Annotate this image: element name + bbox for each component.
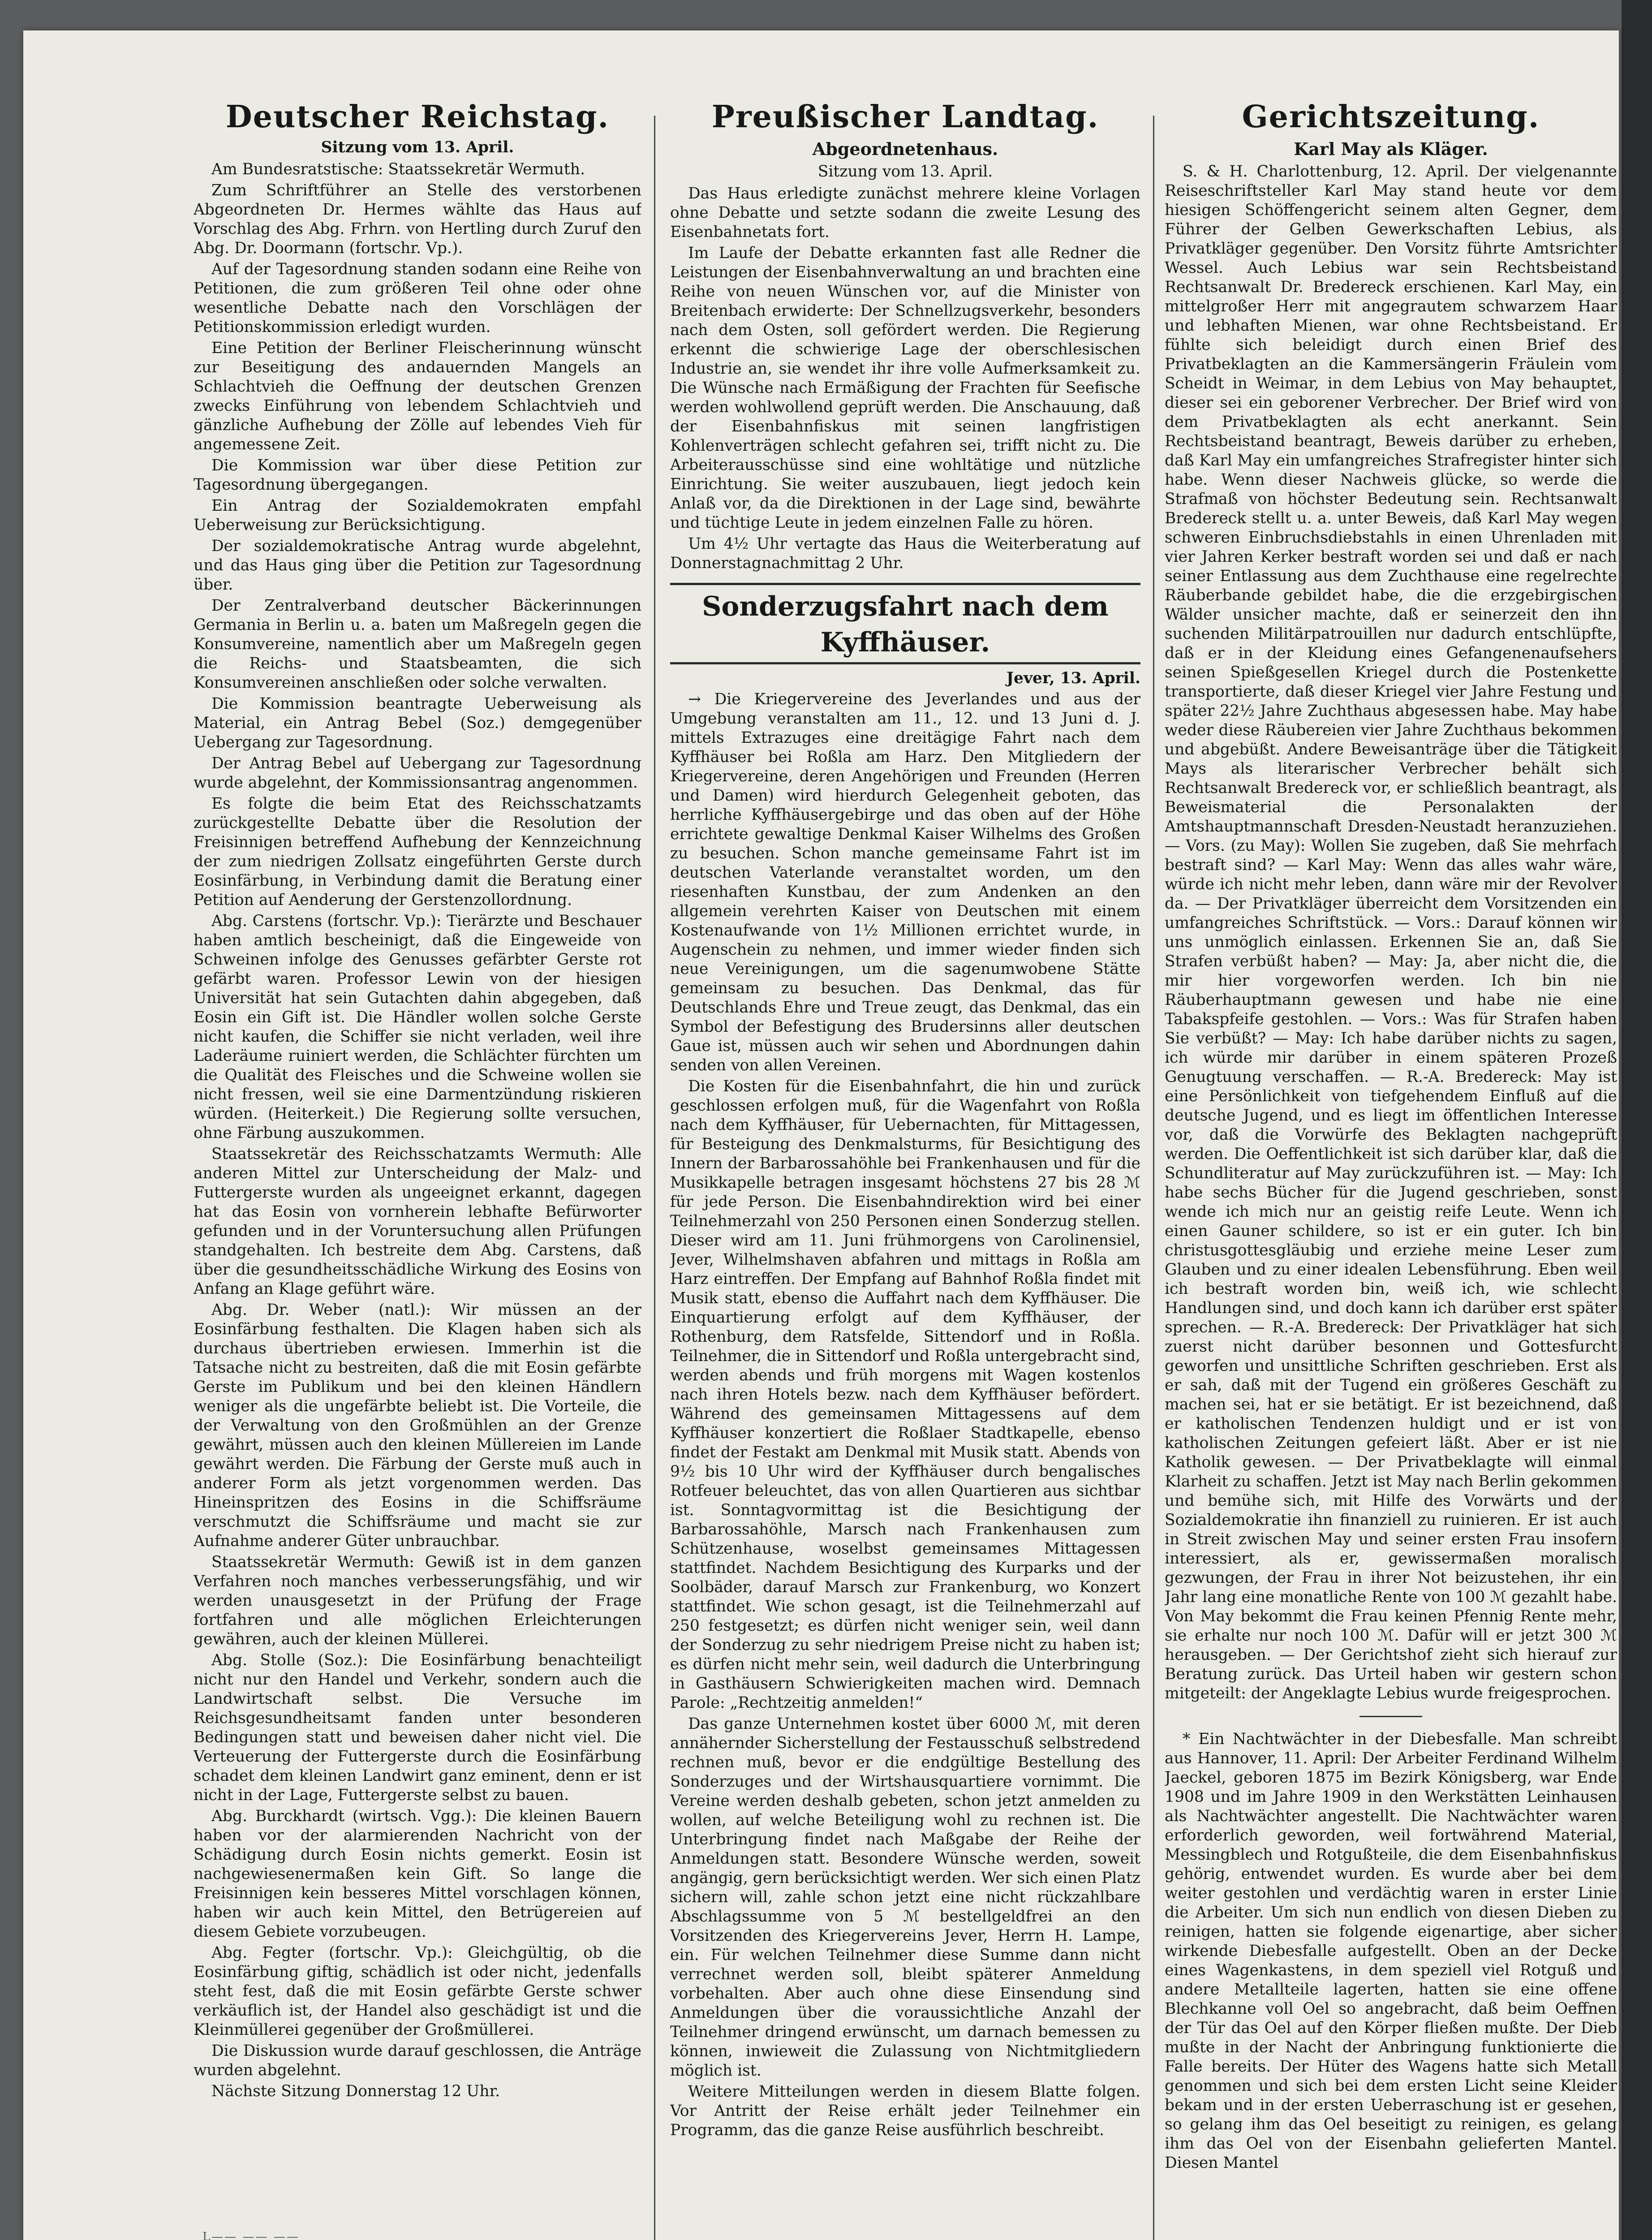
paragraph: Abg. Dr. Weber (natl.): Wir müssen an der Eosinfärbung festhalten. Die Klagen haben sich als durchaus übertrieben erwiesen. Immerhin ist die Tatsache nicht zu bestreiten, daß die mit Eosin gefärbte Gerste im Publikum und bei den kleinen Händlern weniger als die ungefärbte beliebt ist. Die Vorteile, die der Verwaltung von den Großmühlen an der Grenze gewährt, müssen auch den kleinen Müllereien im Lande gewährt werden. Die Färbung der Gerste muß auch in anderer Form als jetzt vorgenommen werden. Das Hineinspritzen des Eosins in die Schiffsräume verschmutzt die Schiffsräume und macht sie zur Aufnahme anderer Güter unbrauchbar. (194, 1301, 641, 1550)
paragraph: Zum Schriftführer an Stelle des verstorbenen Abgeordneten Dr. Hermes wählte das Haus auf Vorschlag des Abg. Frhrn. von Hertling durch Zuruf den Abg. Dr. Doormann (fortschr. Vp.). (194, 181, 641, 257)
paragraph: Weitere Mitteilungen werden in diesem Blatte folgen. Vor Antritt der Reise erhält jeder Teilnehmer ein Programm, das die ganze Reise ausführlich beschreibt. (670, 2083, 1140, 2139)
section-title: Deutscher Reichstag. (225, 99, 610, 135)
dateline: Jever, 13. April. (1006, 669, 1140, 687)
paragraph: Abg. Fegter (fortschr. Vp.): Gleichgültig, ob die Eosinfärbung giftig, schädlich ist oder nicht, jedenfalls steht fest, daß die mit Eosin gefärbte Gerste schwer verkäuflich ist, der Handel also geschädigt ist und die Kleinmüllerei gegenüber der Großmüllerei. (194, 1944, 641, 2039)
section-title: Gerichtszeitung. (1242, 99, 1540, 135)
scan-edge (1622, 0, 1652, 2240)
session-date: Sitzung vom 13. April. (817, 163, 993, 181)
column-landtag (670, 98, 1140, 2240)
paragraph: Abg. Carstens (fortschr. Vp.): Tierärzte und Beschauer haben amtlich bescheinigt, daß die Eingeweide von Schweinen infolge des Genusses gefärbter Gerste rot gefärbt waren. Professor Lewin von der hiesigen Universität hat sein Gutachten dahin abgegeben, daß Eosin ein Gift ist. Die Händler wollen solche Gerste nicht kaufen, die Schiffer sie nicht verladen, weil ihre Laderäume ruiniert werden, die Schlächter fürchten um die Qualität des Fleisches und die Schweine wollen sie nicht fressen, weil sie eine Darmentzündung riskieren würden. (Heiterkeit.) Die Regierung sollte versuchen, ohne Färbung auszukommen. (194, 912, 641, 1142)
paragraph: Ein Antrag der Sozialdemokraten empfahl Ueberweisung zur Berücksichtigung. (194, 497, 641, 534)
paragraph: Abg. Stolle (Soz.): Die Eosinfärbung benachteiligt nicht nur den Handel und Verkehr, sondern auch die Landwirtschaft selbst. Die Versuche im Reichsgesundheitsamt fanden unter besonderen Bedingungen statt und beweisen daher nicht viel. Die Verteuerung der Futtergerste durch die Eosinfärbung schadet dem kleinen Landwirt ganz eminent, denn er ist nicht in der Lage, Futtergerste selbst zu bauen. (194, 1651, 641, 1804)
boxed-headline (670, 583, 1140, 664)
paragraph: Der sozialdemokratische Antrag wurde abgelehnt, und das Haus ging über die Petition zur Tagesordnung über. (194, 537, 641, 594)
paragraph: Es folgte die beim Etat des Reichsschatzamts zurückgestellte Debatte über die Resolution der Freisinnigen betreffend Aufhebung der Kennzeichnung der zum niedrigen Zollsatz eingeführten Gerste durch Eosinfärbung, in Verbindung damit die Beratung einer Petition auf Aenderung der Gerstenzollordnung. (194, 795, 641, 909)
margin-mark: L—— —— —— (202, 2230, 300, 2240)
section-title: Preußischer Landtag. (711, 99, 1099, 135)
paragraph: Die Kommission beantragte Ueberweisung als Material, ein Antrag Bebel (Soz.) demgegenüber Uebergang zur Tagesordnung. (194, 695, 641, 751)
article-body (194, 160, 641, 2101)
article-body (670, 184, 1140, 573)
paragraph: Abg. Burckhardt (wirtsch. Vgg.): Die kleinen Bauern haben vor der alarmierenden Nachricht von der Schädigung durch Eosin nichts gemerkt. Eosin ist nachgewiesenermaßen kein Gift. So lange die Freisinnigen kein besseres Mittel vorschlagen können, haben wir auch kein Mittel, den Betrügereien auf diesem Gebiete vorzubeugen. (194, 1807, 641, 1941)
paragraph: → Die Kriegervereine des Jeverlandes und aus der Umgebung veranstalten am 11., 12. und 13 Juni d. J. mittels Extrazuges eine dreitägige Fahrt nach dem Kyffhäuser bei Roßla am Harz. Den Mitgliedern der Kriegervereine, deren Angehörigen und Freunden (Herren und Damen) wird hierdurch Gelegenheit geboten, das herrliche Kyffhäusergebirge und das oben auf der Höhe errichtete gewaltige Denkmal Kaiser Wilhelms des Großen zu besuchen. Schon manche gemeinsame Fahrt ist im deutschen Vaterlande veranstaltet worden, um den riesenhaften Kunstbau, der zum Andenken an den allgemein verehrten Kaiser von Deutschen mit einem Kostenaufwande von 1½ Millionen errichtet wurde, in Augenschein zu nehmen, und immer wieder finden sich neue Vereinigungen, um die sagenumwobene Stätte gemeinsam zu besuchen. Das Denkmal, das für Deutschlands Ehre und Treue zeugt, das Denkmal, das ein Symbol der Befestigung des Brudersinns aller deutschen Gaue ist, müssen auch wir sehen und Abordnungen dahin senden von allen Vereinen. (670, 690, 1140, 1074)
paragraph: Der Antrag Bebel auf Uebergang zur Tagesordnung wurde abgelehnt, der Kommissionsantrag angenommen. (194, 754, 641, 792)
paragraph: Das ganze Unternehmen kostet über 6000 ℳ, mit deren annähernder Sicherstellung der Festausschuß selbstredend rechnen muß, bevor er die endgültige Bestellung des Sonderzuges und der Wirtshausquartiere vornimmt. Die Vereine werden deshalb gebeten, schon jetzt anmelden zu wollen, auf welche Beteiligung wohl zu rechnen ist. Die Unterbringung findet nach Maßgabe der Reihe der Anmeldungen statt. Besondere Wünsche werden, soweit angängig, gern berücksichtigt werden. Wer sich einen Platz sichern will, zahle schon jetzt eine nicht rückzahlbare Abschlagssumme von 5 ℳ bestellgeldfrei an den Vorsitzenden des Kriegervereins Jever, Herrn H. Lampe, ein. Für welchen Teilnehmer diese Summe dann nicht verrechnet werden soll, bleibt späterer Anmeldung vorbehalten. Aber auch ohne diese Einsendung sind Anmeldungen über die voraussichtliche Anzahl der Teilnehmer dringend erwünscht, um darnach bemessen zu können, inwieweit die Zulassung von Nichtmitgliedern möglich ist. (670, 1715, 1140, 2080)
paragraph: Eine Petition der Berliner Fleischerinnung wünscht zur Beseitigung des andauernden Mangels an Schlachtvieh die Oeffnung der deutschen Grenzen zwecks Einführung von lebendem Schlachtvieh und gänzliche Aufhebung der Zölle auf lebendes Vieh für angemessene Zeit. (194, 339, 641, 453)
section-subtitle: Abgeordnetenhaus. (812, 139, 998, 159)
paragraph: Nächste Sitzung Donnerstag 12 Uhr. (211, 2082, 500, 2100)
paragraph: * Ein Nachtwächter in der Diebesfalle. Man schreibt aus Hannover, 11. April: Der Arbeiter Ferdinand Wilhelm Jaeckel, geboren 1875 im Bezirk Königsberg, war Ende 1908 und im Jahre 1909 in den Werkstätten Leinhausen als Nachtwächter angestellt. Die Nachtwächter waren erforderlich geworden, weil fortwährend Material, Messingblech und Rotgußteile, die dem Eisenbahnfiskus gehörig, entwendet wurden. Es wurde aber bei dem weiter gestohlen und verdächtig waren in erster Linie die Arbeiter. Um sich nun endlich von diesen Dieben zu reinigen, hatten sie folgende eigenartige, aber sicher wirkende Diebesfalle aufgestellt. Oben an der Decke eines Wagenkastens, in dem speziell viel Rotguß und andere Metallteile lagerten, hatten sie eine offene Blechkanne voll Oel so angebracht, daß beim Oeffnen der Tür das Oel auf den Körper fließen mußte. Der Dieb mußte in der Nacht der Anbringung funktionierte die Falle bereits. Der Hüter des Wagens hatte sich Metall genommen und sich bei dem ersten Licht seine Kleider bekam und in der ersten Ueberraschung ist er gesehen, so gelang ihm das Oel beseitigt zu reinigen, es gelang ihm das Oel von der Eisenbahn gelieferten Mantel. Diesen Mantel (1165, 1730, 1617, 2172)
paragraph: Staatssekretär des Reichsschatzamts Wermuth: Alle anderen Mittel zur Unterscheidung der Malz- und Futtergerste wurden als ungeeignet erkannt, dagegen hat das Eosin von vornherein lebhafte Befürworter gefunden und in der Voruntersuchung allen Prüfungen standgehalten. Ich bestreite dem Abg. Carstens, daß über die gesundheitsschädliche Wirkung des Eosins von Anfang an Klage geführt wäre. (194, 1145, 641, 1298)
paragraph: Um 4½ Uhr vertagte das Haus die Weiterberatung auf Donnerstagnachmittag 2 Uhr. (670, 535, 1140, 572)
paragraph: Am Bundesratstische: Staatssekretär Wermuth. (211, 160, 585, 178)
article-body (1165, 162, 1617, 2173)
paragraph: Der Zentralverband deutscher Bäckerinnungen Germania in Berlin u. a. baten um Maßregeln gegen die Konsumvereine, namentlich aber um Maßregeln gegen die Reichs- und Staatsbeamten, die sich Konsumvereinen anschließen oder solche verwalten. (194, 597, 641, 692)
section-subtitle: Karl May als Kläger. (1294, 139, 1488, 159)
paragraph: S. & H. Charlottenburg, 12. April. Der vielgenannte Reiseschriftsteller Karl May stand heute vor dem hiesigen Schöffengericht seinem alten Gegner, dem Führer der Gelben Gewerkschaften Lebius, als Privatkläger gegenüber. Den Vorsitz führte Amtsrichter Wessel. Auch Lebius war sein Rechtsbeistand Rechtsanwalt Dr. Bredereck erschienen. Karl May, ein mittelgroßer Herr mit angegrautem schwarzem Haar und lebhaften Mienen, war ohne Rechtsbeistand. Er fühlte sich beleidigt durch einen Brief des Privatbeklagten an die Kammersängerin Fräulein vom Scheidt in Weimar, in dem Lebius von May behauptet, dieser sei ein geborener Verbrecher. Der Brief wird von dem Privatbeklagten als echt anerkannt. Sein Rechtsbeistand beantragt, Beweis darüber zu erheben, daß Karl May ein umfangreiches Strafregister hinter sich habe. Wenn dieser Nachweis glücke, so werde die Strafmaß von höchster Bedeutung sein. Rechtsanwalt Bredereck stellt u. a. unter Beweis, daß Karl May wegen schweren Einbruchsdiebstahls in einen Uhrenladen mit vier Jahren Kerker bestraft worden sei und daß er nach seiner Entlassung aus dem Zuchthause eine regelrechte Räuberbande gebildet habe, die die erzgebirgischen Wälder unsicher machte, daß er seinerzeit den ihn suchenden Militärpatrouillen nur dadurch entschlüpfte, daß er in der Kleidung eines Gefangenenaufsehers seinen Spießgesellen Kriegel durch die Postenkette transportierte, daß dieser Kriegel vier Jahre Festung und später 22½ Jahre Zuchthaus abgesessen habe. May habe weder diese Räubereien vier Jahre Zuchthaus bekommen und abgebüßt. Andere Beweisanträge über die Tätigkeit Mays als literarischer Verbrecher behält sich Rechtsanwalt Bredereck vor, er schließlich beantragt, als Beweismaterial die Personalakten der Amtshauptmannschaft Dresden-Neustadt heranzuziehen. — Vors. (zu May): Wollen Sie zugeben, daß Sie mehrfach bestraft sind? — Karl May: Wenn das alles wahr wäre, würde ich nicht mehr leben, dann wäre mir der Revolver da. — Der Privatkläger überreicht dem Vorsitzenden ein umfangreiches Schriftstück. — Vors.: Darauf können wir uns unmöglich einlassen. Erkennen Sie an, daß Sie Strafen verbüßt haben? — May: Ja, aber nicht die, die mir hier vorgeworfen werden. Ich bin nie Räuberhauptmann gewesen und habe nie eine Tabakspfeife gestohlen. — Vors.: Was für Strafen haben Sie verbüßt? — May: Ich habe darüber nichts zu sagen, ich würde mir darüber in einem späteren Prozeß Genugtuung verschaffen. — R.-A. Bredereck: May ist eine Persönlichkeit von tiefgehendem Einfluß auf die deutsche Jugend, und es liegt im öffentlichen Interesse vor, daß die Vorwürfe des Beklagten nachgeprüft werden. Die Oeffentlichkeit ist sich darüber klar, daß die Schundliteratur auf May zurückzuführen ist. — May: Ich habe sechs Bücher für die Jugend geschrieben, sonst wende ich mich nur an geistig reife Leute. Wenn ich einen Gauner schildere, so ist er ein guter. Ich bin christusgottesgläubig und erziehe meine Leser zum Glauben und zu einer idealen Lebensführung. Eben weil ich bestraft worden bin, weiß ich, wie schlecht Handlungen sind, und doch kann ich darüber erst später sprechen. — R.-A. Bredereck: Der Privatkläger hat sich zuerst nicht darüber besonnen und Gottesfurcht geworfen und unsittliche Schriften geschrieben. Erst als er sah, daß mit der Tugend ein größeres Geschäft zu machen sei, hat er sie betätigt. Er ist bezeichnend, daß er katholischen Tendenzen huldigt und er ist von katholischen Zeitungen gefeiert läßt. Aber er ist nie Katholik gewesen. — Der Privatbeklagte will einmal Klarheit zu schaffen. Jetzt ist May nach Berlin gekommen und bemühe sich, mit Hilfe des Vorwärts und der Sozialdemokratie ihn finanziell zu ruinieren. Er ist auch in Streit zwischen May und seiner ersten Frau insofern interessiert, als er, gewissermaßen moralisch gezwungen, der Frau in ihrer Not beizustehen, ihr ein Jahr lang eine monatliche Rente von 100 ℳ gezahlt habe. Von May bekommt die Frau keinen Pfennig Rente mehr, sie erhalte nur noch 100 ℳ. Dafür will er jetzt 300 ℳ herausgeben. — Der Gerichtshof zieht sich hierauf zur Beratung zurück. Das Urteil haben wir gestern schon mitgeteilt: der Angeklagte Lebius wurde freigesprochen. (1165, 163, 1617, 1702)
column-court-news (1165, 98, 1617, 2240)
paragraph: Die Kommission war über diese Petition zur Tagesordnung übergegangen. (194, 457, 641, 494)
session-date: Sitzung vom 13. April. (321, 138, 514, 156)
article-body (670, 690, 1140, 2140)
article-headline: Sonderzugsfahrt nach dem Kyffhäuser. (702, 591, 1109, 658)
paragraph: Im Laufe der Debatte erkannten fast alle Redner die Leistungen der Eisenbahnverwaltung an und brachten eine Reihe von neuen Wünschen vor, auf die Minister von Breitenbach erwiderte: Der Schnellzugsverkehr, besonders nach dem Osten, soll gefördert werden. Die Regierung erkennt die schwierige Lage der oberschlesischen Industrie an, sie wendet ihr ihre volle Aufmerksamkeit zu. Die Wünsche nach Ermäßigung der Frachten für Seefische werden wohlwollend geprüft werden. Die Anschauung, daß der Eisenbahnfiskus mit seinen langfristigen Kohlenverträgen schlecht gefahren sei, trifft nicht zu. Die Arbeiterausschüsse sind eine wohltätige und nützliche Einrichtung. Sie weiter auszubauen, liegt jedoch kein Anlaß vor, da die Direktionen in der Lage sind, bewährte und tüchtige Leute in jedem einzelnen Falle zu hören. (670, 244, 1140, 532)
paragraph: Auf der Tagesordnung standen sodann eine Reihe von Petitionen, die zum größeren Teil ohne oder ohne wesentliche Debatte nach den Vorschlägen der Petitionskommission erledigt wurden. (194, 260, 641, 336)
paragraph: Staatssekretär Wermuth: Gewiß ist in dem ganzen Verfahren noch manches verbesserungsfähig, und wir werden unausgesetzt in der Prüfung der Frage fortfahren und alle möglichen Erleichterungen gewähren, auch der kleinen Müllerei. (194, 1553, 641, 1648)
paragraph: Die Diskussion wurde darauf geschlossen, die Anträge wurden abgelehnt. (194, 2042, 641, 2079)
paragraph: Die Kosten für die Eisenbahnfahrt, die hin und zurück geschlossen erfolgen muß, für die Wagenfahrt von Roßla nach dem Kyffhäuser, für Uebernachten, für Mittagessen, für Besteigung des Denkmalsturms, für Besichtigung des Innern der Barbarossahöhle bei Frankenhausen und für die Musikkapelle betragen insgesamt höchstens 27 bis 28 ℳ für jede Person. Die Eisenbahndirektion wird bei einer Teilnehmerzahl von 250 Personen einen Sonderzug stellen. Dieser wird am 11. Juni frühmorgens von Carolinensiel, Jever, Wilhelmshaven abfahren und mittags in Roßla am Harz eintreffen. Der Empfang auf Bahnhof Roßla findet mit Musik statt, ebenso die Auffahrt nach dem Kyffhäuser. Die Einquartierung erfolgt auf dem Kyffhäuser, der Rothenburg, dem Ratsfelde, Sittendorf und in Roßla. Teilnehmer, die in Sittendorf und Roßla untergebracht sind, werden abends und früh morgens mit Wagen kostenlos nach ihren Hotels bezw. nach dem Kyffhäuser befördert. Während des gemeinsamen Mittagessens auf dem Kyffhäuser konzertiert die Roßlaer Stadtkapelle, ebenso findet der Festakt am Denkmal mit Musik statt. Abends von 9½ bis 10 Uhr wird der Kyffhäuser durch bengalisches Rotfeuer beleuchtet, das von allen Quartieren aus sichtbar ist. Sonntagvormittag ist die Besichtigung der Barbarossahöhle, Marsch nach Frankenhausen zum Schützenhause, woselbst gemeinsames Mittagessen stattfindet. Nachdem Besichtigung des Kurparks und der Soolbäder, darauf Marsch zur Frankenburg, wo Konzert stattfindet. Wie schon gesagt, ist die Teilnehmerzahl auf 250 festgesetzt; es dürfen nicht weniger sein, weil dann der Sonderzug zu sehr niedrigem Preise nicht zu haben ist; es dürfen nicht mehr sein, weil dadurch die Unterbringung in Gasthäusern Schwierigkeiten machen wird. Demnach Parole: „Rechtzeitig anmelden!“ (670, 1077, 1140, 1712)
column-rule (654, 116, 655, 2240)
column-rule (1153, 116, 1154, 2240)
column-reichstag (194, 98, 641, 2240)
paragraph: Das Haus erledigte zunächst mehrere kleine Vorlagen ohne Debatte und setzte sodann die zweite Lesung des Eisenbahnetats fort. (670, 185, 1140, 241)
section-divider (1359, 1716, 1422, 1717)
newspaper-page (23, 30, 1619, 2240)
